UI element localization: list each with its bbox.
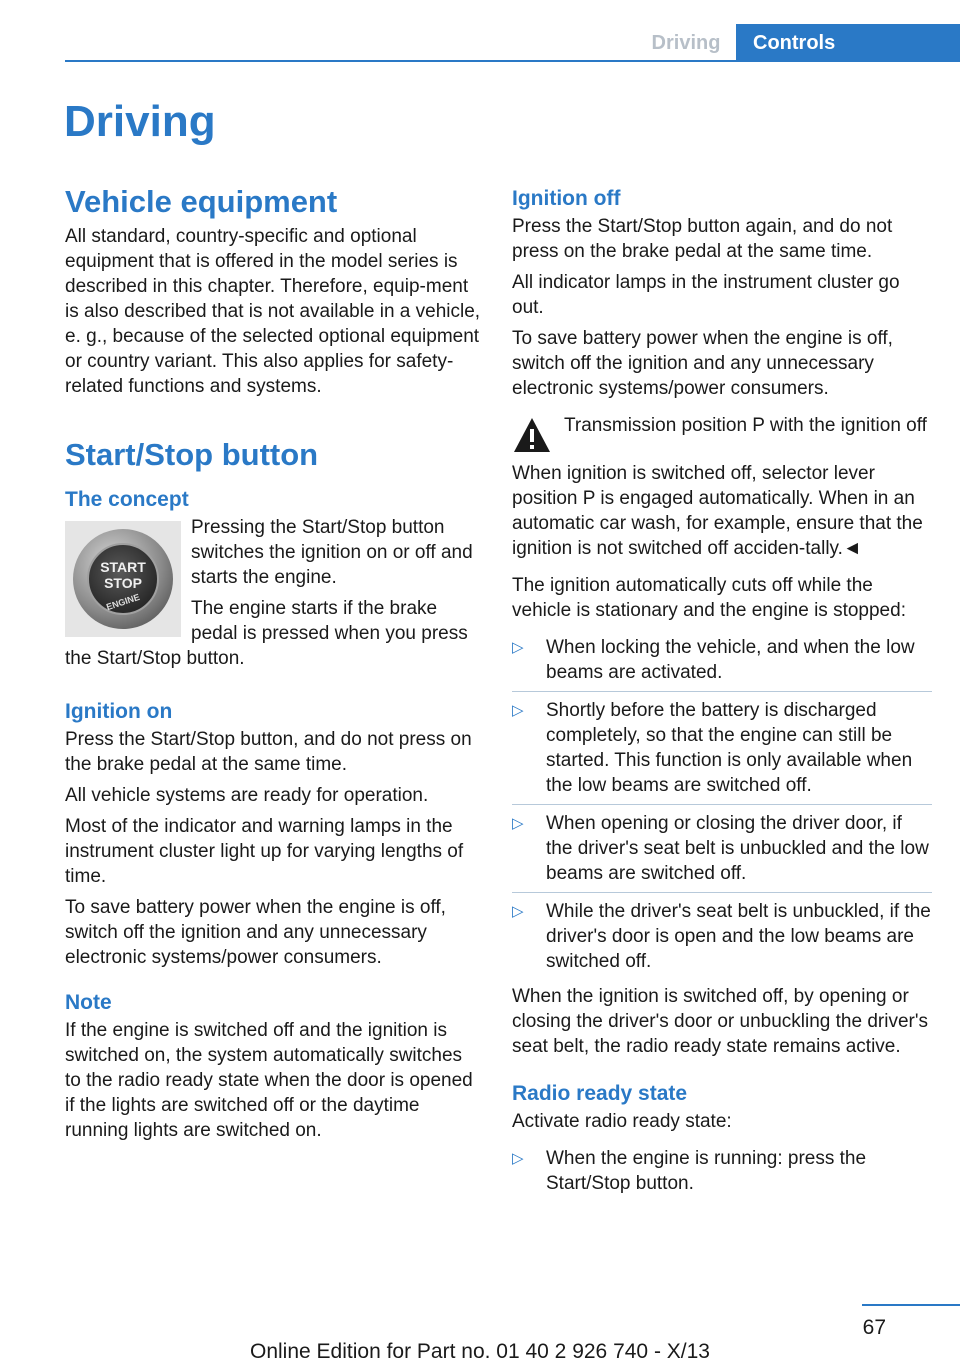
right-column — [512, 184, 932, 1206]
concept-block — [65, 515, 483, 677]
ignition-on-p4: To save battery power when the engine is off, switch off the ignition and any unnecessary electronic systems/power consumers. — [65, 897, 446, 968]
start-stop-button-image — [65, 521, 181, 637]
ignition-off-p2: All indicator lamps in the instrument cluster go out. — [512, 272, 900, 318]
section-ignition-off — [512, 184, 932, 1059]
start-stop-button-icon — [73, 529, 173, 629]
list-item: ▷ Shortly before the battery is discharged completely, so that the engine can still be started. This function is only available when the low beams are switched off. — [512, 692, 932, 805]
edition-footer: Online Edition for Part no. 01 40 2 926 740 - X/13 — [250, 1340, 710, 1363]
list-item: ▷ While the driver's seat belt is unbuckled, if the driver's door is open and the low beams are switched off. — [512, 901, 931, 972]
heading-ignition-off: Ignition off — [512, 187, 621, 210]
footer-rule — [862, 1304, 960, 1306]
bullet-triangle-icon: ▷ — [512, 702, 524, 719]
warning-title: Transmission position P with the ignition off — [564, 415, 927, 436]
note-p1: If the engine is switched off and the ignition is switched on, the system automatically switches to the radio ready state when the door is opened if the lights are switched off or the daytime running lights are switched on. — [65, 1020, 473, 1141]
heading-concept: The concept — [65, 488, 189, 511]
header-tab-driving: Driving — [651, 32, 721, 54]
heading-note: Note — [65, 991, 112, 1014]
list-item: ▷ When opening or closing the driver door, if the driver's seat belt is unbuckled and the low beams are switched off. — [512, 805, 932, 893]
heading-start-stop: Start/Stop button — [65, 437, 319, 472]
chapter-title: Driving — [64, 97, 216, 146]
warning-text: When ignition is switched off, selector lever position P is engaged automatically. When in an automatic car wash, for example, ensure that the ignition is not switched off acciden‐tally.◄ — [512, 463, 923, 559]
ignition-on-p2: All vehicle systems are ready for operation. — [65, 785, 429, 806]
list-item: ▷ When locking the vehicle, and when the low beams are activated. — [512, 629, 932, 692]
concept-paragraph-1: Pressing the Start/Stop button switches the ignition on or off and starts the engine. — [191, 517, 473, 588]
radio-ready-list — [512, 1140, 932, 1202]
ignition-off-p5: When the ignition is switched off, by opening or closing the driver's door or unbuckling the driver's seat belt, the radio ready state remains active. — [512, 986, 928, 1057]
warning-block — [512, 413, 932, 455]
concept-paragraph-2: The engine starts if the brake pedal is pressed when you press the Start/Stop button. — [65, 598, 468, 669]
section-start-stop — [65, 433, 483, 1143]
list-item: ▷ When the engine is running: press the Start/Stop button. — [512, 1148, 867, 1194]
header-tab-controls: Controls — [736, 24, 960, 62]
section-vehicle-equipment — [65, 180, 483, 399]
ignition-off-p3: To save battery power when the engine is off, switch off the ignition and any unnecessary electronic systems/power consumers. — [512, 328, 893, 399]
bullet-triangle-icon: ▷ — [512, 1150, 524, 1167]
heading-vehicle-equipment: Vehicle equipment — [65, 184, 338, 219]
vehicle-equipment-text: All standard, country-specific and optional equipment that is offered in the model series is described in this chapter. Therefore, equip‐ment is also described that is not available in a vehicle, e. g., because of the selected optional equipment or country variant. This also applies for safety-related functions and systems. — [65, 226, 481, 397]
ignition-on-p3: Most of the indicator and warning lamps in the instrument cluster light up for varying lengths of time. — [65, 816, 464, 887]
start-stop-label: START STOP — [100, 559, 146, 591]
engine-label: ENGINE — [105, 591, 141, 613]
heading-radio-ready: Radio ready state — [512, 1082, 688, 1105]
ignition-off-list — [512, 629, 932, 980]
header-rule — [65, 60, 960, 62]
heading-ignition-on: Ignition on — [65, 700, 173, 723]
bullet-triangle-icon: ▷ — [512, 815, 524, 832]
ignition-on-p1: Press the Start/Stop button, and do not press on the brake pedal at the same time. — [65, 729, 472, 775]
section-radio-ready — [512, 1079, 932, 1202]
page-number: 67 — [862, 1316, 886, 1339]
bullet-triangle-icon: ▷ — [512, 903, 524, 920]
warning-icon — [512, 415, 552, 455]
bullet-triangle-icon: ▷ — [512, 639, 524, 656]
ignition-off-p4: The ignition automatically cuts off while the vehicle is stationary and the engine is stopped: — [512, 575, 906, 621]
radio-ready-p1: Activate radio ready state: — [512, 1111, 732, 1132]
left-column — [65, 180, 483, 1149]
ignition-off-p1: Press the Start/Stop button again, and do not press on the brake pedal at the same time. — [512, 216, 893, 262]
